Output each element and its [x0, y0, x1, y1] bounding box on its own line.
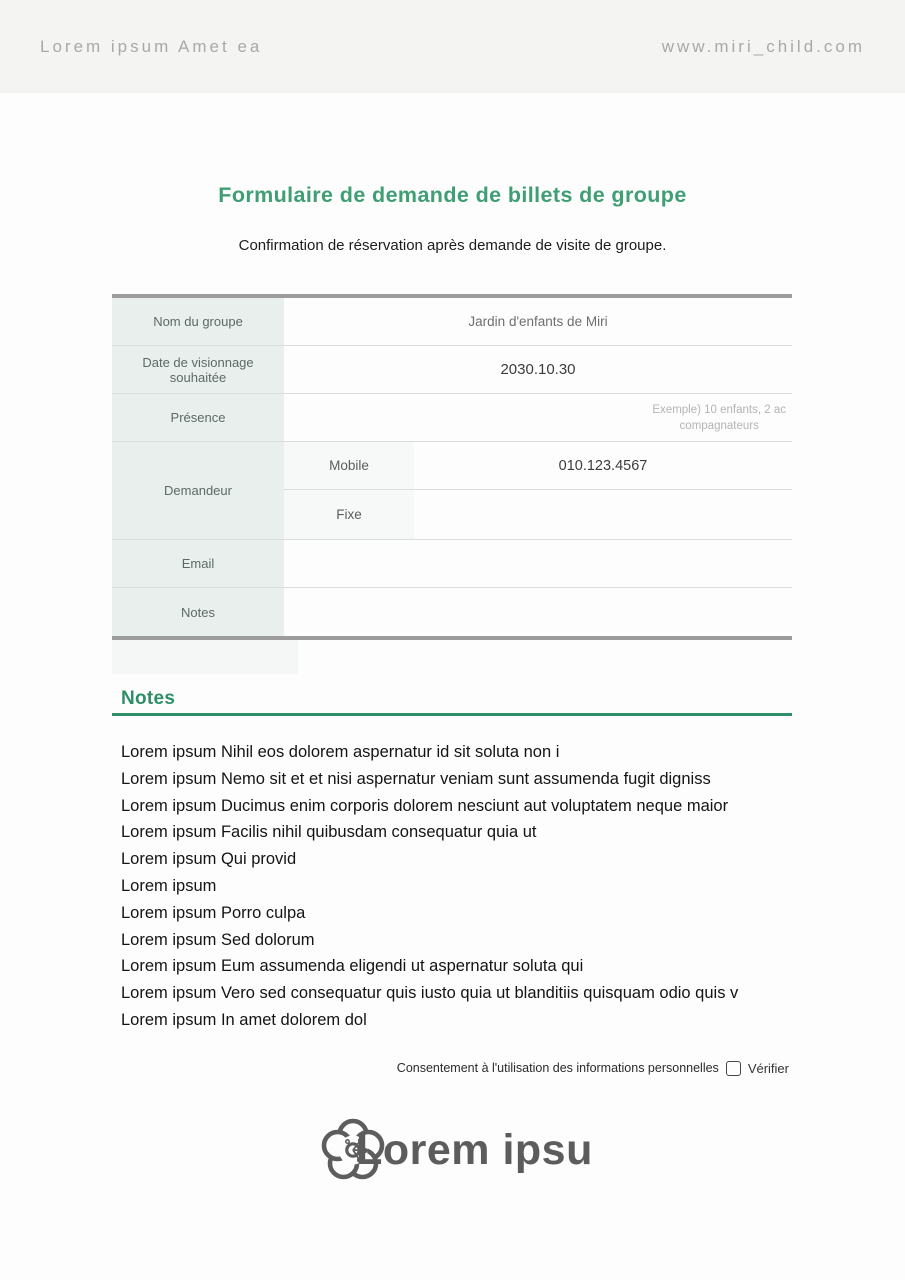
page-subtitle: Confirmation de réservation après demande de visite de groupe.	[238, 237, 667, 254]
note-line: Lorem ipsum Sed dolorum	[121, 930, 315, 949]
requester-label: Demandeur	[112, 442, 284, 539]
note-line: Lorem ipsum	[121, 876, 217, 895]
header-website-link[interactable]: www.miri_child.com	[661, 36, 865, 56]
row-attendance	[112, 394, 792, 442]
note-line: Lorem ipsum Eum assumenda eligendi ut aspernatur soluta qui	[121, 957, 584, 976]
consent-label: Consentement à l'utilisation des informations personnelles	[396, 1061, 719, 1076]
requester-sub-rows	[284, 442, 792, 539]
row-notes-field	[112, 588, 792, 636]
mobile-label: Mobile	[284, 442, 414, 489]
group-name-label: Nom du groupe	[112, 298, 284, 345]
consent-row	[112, 1061, 789, 1076]
consent-verify-label: Vérifier	[747, 1060, 789, 1076]
fixed-phone-value[interactable]	[414, 490, 792, 539]
header-left-text: Lorem ipsum Amet ea	[40, 36, 263, 56]
attendance-value[interactable]	[284, 394, 792, 441]
email-label: Email	[112, 540, 284, 587]
table-shadow-block	[112, 640, 298, 674]
header-bar	[0, 0, 905, 93]
consent-checkbox[interactable]	[726, 1061, 741, 1076]
row-requester	[112, 442, 792, 540]
row-fixed-phone	[284, 490, 792, 539]
request-form-table	[112, 294, 792, 640]
fixed-phone-label: Fixe	[284, 490, 414, 539]
notes-list	[112, 739, 792, 1034]
viewing-date-label: Date de visionnage souhaitée	[112, 346, 284, 393]
note-line: Lorem ipsum Vero sed consequatur quis iusto quia ut blanditiis quisquam odio quis v	[121, 984, 739, 1003]
row-group-name	[112, 298, 792, 346]
notes-field-label: Notes	[112, 588, 284, 636]
viewing-date-value[interactable]: 2030.10.30	[500, 361, 576, 378]
footer-logo	[0, 1114, 905, 1188]
page-title: Formulaire de demande de billets de groupe	[218, 183, 687, 207]
email-value[interactable]	[284, 540, 792, 587]
notes-heading: Notes	[112, 688, 792, 716]
group-name-value[interactable]: Jardin d'enfants de Miri	[468, 314, 608, 329]
note-line: Lorem ipsum Facilis nihil quibusdam consequatur quia ut	[121, 823, 537, 842]
note-line: Lorem ipsum Ducimus enim corporis dolorem nesciunt aut voluptatem neque maior	[121, 796, 729, 815]
row-email	[112, 540, 792, 588]
attendance-placeholder: Exemple) 10 enfants, 2 ac compagnateurs	[652, 403, 786, 432]
row-viewing-date	[112, 346, 792, 394]
notes-section	[112, 688, 792, 1034]
note-line: Lorem ipsum Nemo sit et et nisi aspernatur veniam sunt assumenda fugit digniss	[121, 769, 711, 788]
note-line: Lorem ipsum Qui provid	[121, 850, 297, 869]
note-line: Lorem ipsum Nihil eos dolorem aspernatur id sit soluta non i	[121, 743, 560, 761]
note-line: Lorem ipsum Porro culpa	[121, 903, 306, 922]
logo-text: Lorem ipsu	[356, 1126, 593, 1175]
note-line: Lorem ipsum In amet dolorem dol	[121, 1010, 367, 1029]
row-mobile	[284, 442, 792, 490]
attendance-label: Présence	[112, 394, 284, 441]
notes-field-value[interactable]	[284, 588, 792, 636]
mobile-value[interactable]: 010.123.4567	[558, 457, 648, 474]
